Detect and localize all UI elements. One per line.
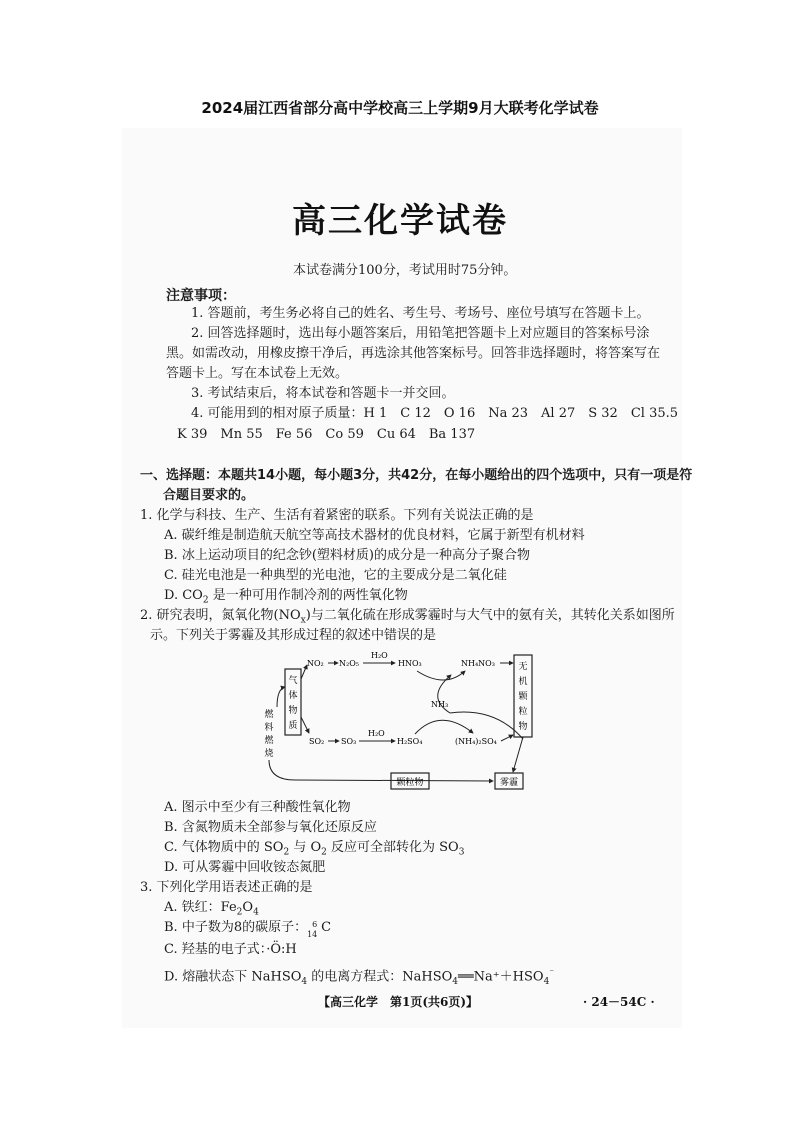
h2o-top-label: H₂O: [371, 651, 388, 660]
note-2-line-3: 答题卡上。写在本试卷上无效。: [166, 366, 349, 381]
nh4so4-to-inorganic-arrow: [501, 735, 513, 741]
paper-code: · 24－54C ·: [583, 995, 655, 1009]
section-1-heading-line-2: 合题目要求的。: [163, 488, 255, 503]
q3-option-d: D. 熔融状态下 NaHSO$_4$ 的电离方程式：$NaHSO_4══Na^++HSO_4^{^-}$: [164, 968, 555, 987]
q2-stem-line-2: 示。下列关于雾霾及其形成过程的叙述中错误的是: [150, 628, 437, 643]
q1-option-a: A. 碳纤维是制造航天航空等高技术器材的优良材料，它属于新型有机材料: [164, 528, 585, 543]
nh3-label: NH₃: [431, 700, 449, 709]
h2so4-label: H₂SO₄: [397, 737, 423, 746]
hno3-label: HNO₃: [398, 659, 422, 668]
gas-to-so2-arrow: [301, 717, 309, 733]
haze-label: 雾霾: [499, 778, 519, 788]
nh4so4-label: (NH₄)₂SO₄: [455, 737, 497, 746]
q1-option-b: B. 冰上运动项目的纪念钞(塑料材质)的成分是一种高分子聚合物: [164, 548, 530, 563]
fuel-char-2: 料: [264, 723, 274, 733]
q2-option-c: C. 气体物质中的 $SO_2$ 与 $O_2$ 反应可全部转化为 $SO_3$: [164, 840, 465, 858]
exam-title: 高三化学试卷: [292, 201, 508, 241]
section-1-heading-line-1: 一、选择题：本题共14小题，每小题3分，共42分，在每小题给出的四个选项中，只有一项是符: [140, 468, 693, 483]
particle-label: 颗粒物: [396, 778, 424, 788]
q2-stem-line-1: 2. 研究表明，氮氧化物$(NO_x)$与二氧化硫在形成雾霾时与大气中的氨有关，其转化关系如图所: [140, 608, 675, 626]
q2-option-a: A. 图示中至少有三种酸性氧化物: [164, 800, 351, 815]
fuel-to-haze-arrow: [269, 760, 493, 781]
q2-option-d: D. 可从雾霾中回收铵态氮肥: [164, 860, 326, 875]
q1-option-d: D. $CO_2$ 是一种可用作制冷剂的两性氧化物: [164, 588, 408, 606]
hno3-to-nh4no3-curve: [417, 671, 465, 680]
h2so4-to-nh4so4-curve: [415, 720, 473, 734]
no2-label: NO₂: [307, 659, 324, 668]
q3-option-b: B. 中子数为8的碳原子： 6 14 C: [164, 920, 331, 936]
fuel-char-4: 烧: [264, 749, 274, 759]
so2-label: SO₂: [309, 737, 325, 746]
nuclide-symbol: C: [321, 920, 332, 935]
note-4-line-1: 4. 可能用到的相对原子质量：H 1 C 12 O 16 Na 23 Al 27 S 32 Cl 35.5: [191, 406, 679, 421]
fuel-to-gas-arrow: [277, 687, 285, 707]
page-footer: 【高三化学 第1页(共6页)】: [318, 995, 479, 1009]
note-4-line-2: K 39 Mn 55 Fe 56 Co 59 Cu 64 Ba 137: [177, 427, 476, 442]
document-header: 2024届江西省部分高中学校高三上学期9月大联考化学试卷: [201, 99, 599, 117]
inorganic-to-haze-arrow: [513, 737, 523, 772]
note-2-line-1: 2. 回答选择题时，选出每小题答案后，用铅笔把答题卡上对应题目的答案标号涂: [191, 326, 650, 341]
nuclide-mass-number: 6: [312, 919, 318, 929]
inorganic-char-5: 物: [518, 722, 528, 732]
exam-subtitle: 本试卷满分100分，考试用时75分钟。: [293, 263, 517, 278]
q2-option-b: B. 含氮物质未全部参与氧化还原反应: [164, 820, 377, 835]
q1-stem: 1. 化学与科技、生产、生活有着紧密的联系。下列有关说法正确的是: [140, 508, 534, 523]
n2o5-label: N₂O₅: [339, 659, 359, 668]
q3-option-a: A. 铁红：$Fe_2O_4$: [164, 900, 259, 918]
gas-char-4: 质: [288, 721, 298, 731]
note-2-line-2: 黑。如需改动，用橡皮擦干净后，再选涂其他答案标号。回答非选择题时，将答案写在: [166, 346, 661, 361]
q1-option-c: C. 硅光电池是一种典型的光电池，它的主要成分是二氧化硅: [164, 568, 507, 583]
note-1: 1. 答题前，考生务必将自己的姓名、考生号、考场号、座位号填写在答题卡上。: [191, 306, 650, 321]
q3-stem: 3. 下列化学用语表述正确的是: [140, 880, 313, 895]
haze-formation-diagram: [255, 647, 555, 792]
nh4no3-label: NH₄NO₃: [461, 659, 495, 668]
gas-char-2: 体: [288, 691, 298, 701]
note-3: 3. 考试结束后，将本试卷和答题卡一并交回。: [191, 386, 455, 401]
fuel-char-3: 燃: [264, 736, 274, 746]
inorganic-char-3: 颗: [518, 692, 528, 702]
hydroxyl-electron-formula: ·Ö:H: [266, 942, 297, 957]
inorganic-char-4: 粒: [518, 707, 528, 717]
gas-char-3: 物: [288, 706, 298, 716]
fuel-char-1: 燃: [264, 710, 274, 720]
nuclide-atomic-number: 14: [307, 929, 318, 939]
inorganic-char-1: 无: [518, 662, 528, 672]
q3-option-c: C. 羟基的电子式：·Ö:H: [164, 942, 297, 957]
gas-char-1: 气: [288, 676, 298, 686]
notes-heading: 注意事项：: [166, 288, 236, 304]
so3-label: SO₃: [341, 737, 357, 746]
inorganic-char-2: 机: [518, 677, 528, 687]
h2o-bottom-label: H₂O: [368, 729, 385, 738]
